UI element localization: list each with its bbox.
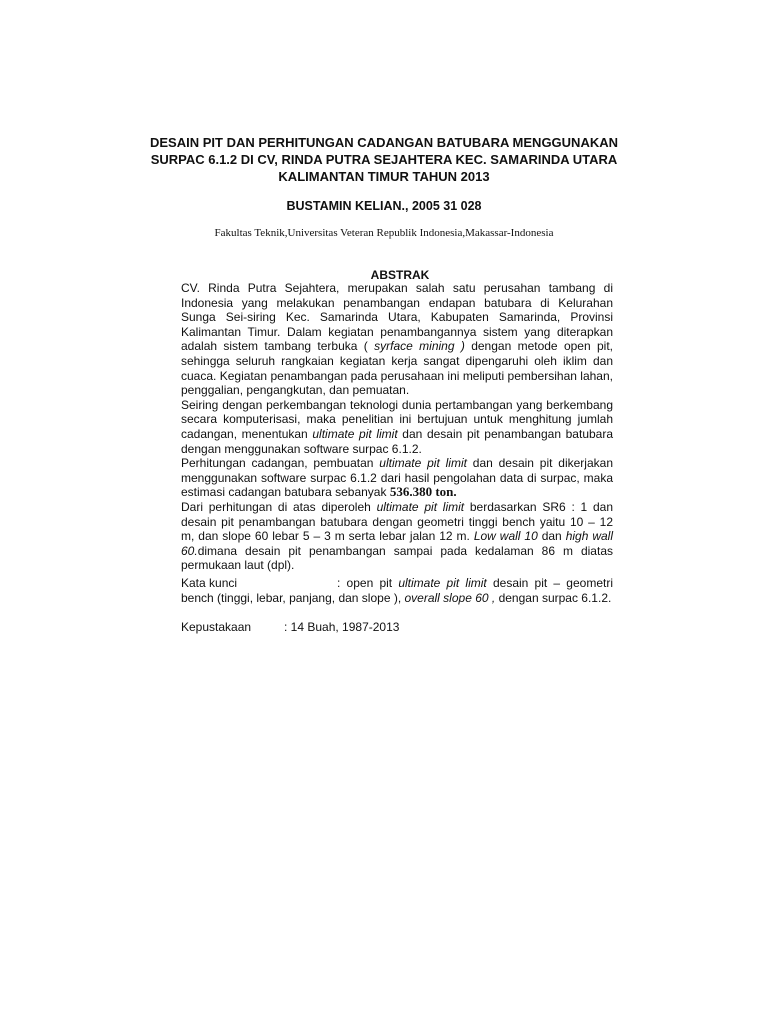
keywords: Kata kunci : open pit ultimate pit limit desain pit – geometri bench (tinggi, lebar, panjang, dan slope ), overall slope 60 , dengan surpac 6.1.2. bbox=[181, 576, 613, 605]
reserve-estimate: 536.380 ton. bbox=[389, 484, 457, 500]
abstract-body bbox=[181, 281, 613, 573]
bibliography-count bbox=[181, 620, 613, 635]
title-line: SURPAC 6.1.2 DI CV, RINDA PUTRA SEJAHTERA KEC. SAMARINDA UTARA bbox=[150, 152, 618, 167]
abstract-paragraph: Perhitungan cadangan, pembuatan ultimate pit limit dan desain pit dikerjakan menggunakan software surpac 6.1.2 dari hasil pengolahan data di surpac, maka estimasi cadangan batubara sebanyak 536.380 ton. bbox=[181, 456, 613, 500]
abstract-paragraph: Seiring dengan perkembangan teknologi dunia pertambangan yang berkembang secara komputerisasi, maka penelitian ini bertujuan untuk menghitung jumlah cadangan, menentukan ultimate pit limit dan desain pit penambangan batubara dengan menggunakan software surpac 6.1.2. bbox=[181, 397, 614, 456]
title-line: KALIMANTAN TIMUR TAHUN 2013 bbox=[278, 169, 490, 184]
paper-title bbox=[120, 134, 648, 185]
abstract-heading: ABSTRAK bbox=[370, 268, 430, 282]
abstract-paragraph: CV. Rinda Putra Sejahtera, merupakan salah satu perusahan tambang di Indonesia yang melakukan penambangan endapan batubara di Kelurahan Sunga Sei-siring Kec. Samarinda Utara, Kabupaten Samarinda, Provinsi Kalimantan Timur. Dalam kegiatan penambangannya sistem yang diterapkan adalah sistem tambang terbuka ( syrface mining ) dengan metode open pit, sehingga seluruh rangkaian kegiatan kerja sangat dipengaruhi oleh iklim dan cuaca. Kegiatan penambangan pada perusahaan ini meliputi pembersihan lahan, penggalian, pengangkutan, dan pemuatan. bbox=[181, 281, 613, 398]
library-value: : 14 Buah, 1987-2013 bbox=[284, 620, 400, 634]
title-line: DESAIN PIT DAN PERHITUNGAN CADANGAN BATUBARA MENGGUNAKAN bbox=[150, 135, 618, 150]
keywords-label: Kata kunci bbox=[181, 576, 238, 590]
affiliation: Fakultas Teknik,Universitas Veteran Republik Indonesia,Makassar-Indonesia bbox=[214, 227, 554, 239]
library-label: Kepustakaan bbox=[181, 620, 252, 634]
abstract-paragraph: Dari perhitungan di atas diperoleh ultimate pit limit berdasarkan SR6 : 1 dan desain pit penambangan batubara dengan geometri tinggi bench yaitu 10 – 12 m, dan slope 60 lebar 5 – 3 m serta lebar jalan 12 m. Low wall 10 dan high wall 60.dimana desain pit penambangan sampai pada kedalaman 86 m diatas permukaan laut (dpl). bbox=[181, 499, 613, 573]
author-line: BUSTAMIN KELIAN., 2005 31 028 bbox=[286, 199, 482, 213]
